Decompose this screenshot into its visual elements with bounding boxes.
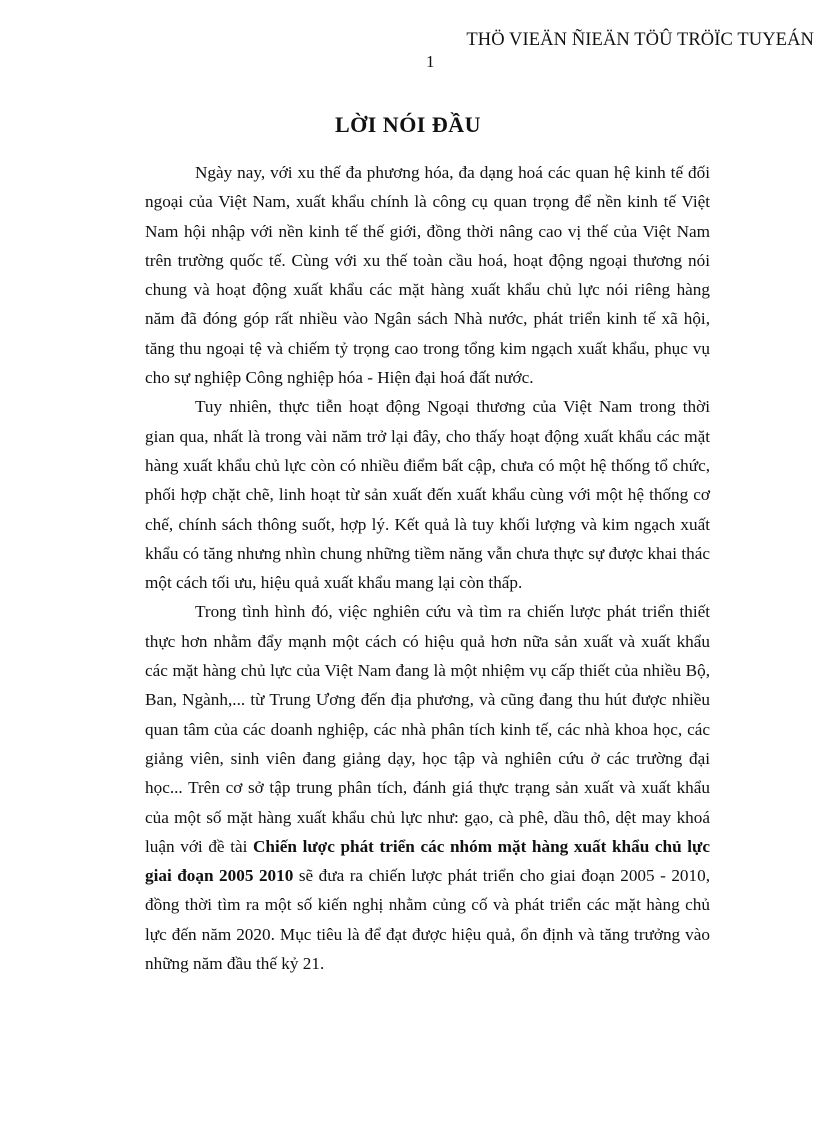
paragraph-3 bbox=[145, 597, 710, 978]
paragraph-1: Ngày nay, với xu thế đa phương hóa, đa dạng hoá các quan hệ kinh tế đối ngoại của Việt Nam, xuất khẩu chính là công cụ quan trọng để nền kinh tế Việt Nam hội nhập với nền kinh tế thế giới, đồng thời nâng cao vị thế của Việt Nam trên trường quốc tế. Cùng với xu thế toàn cầu hoá, hoạt động ngoại thương nói chung và hoạt động xuất khẩu các mặt hàng xuất khẩu chủ lực nói riêng hàng năm đã đóng góp rất nhiều vào Ngân sách Nhà nước, phát triển kinh tế xã hội, tăng thu ngoại tệ và chiếm tỷ trọng cao trong tổng kim ngạch xuất khẩu, phục vụ cho sự nghiệp Công nghiệp hóa - Hiện đại hoá đất nước. bbox=[145, 163, 710, 388]
paragraph-3-intro: Trong tình hình đó, việc nghiên cứu và tìm ra chiến lược phát triển thiết thực hơn nhằm đẩy mạnh một cách có hiệu quả hơn nữa sản xuất và xuất khẩu các mặt hàng chủ lực của Việt Nam đang là một nhiệm vụ cấp thiết của nhiều Bộ, Ban, Ngành,... từ Trung Ương đến địa phương, và cũng đang thu hút được nhiều quan tâm của các doanh nghiệp, các nhà phân tích kinh tế, các nhà khoa học, các giảng viên, sinh viên đang giảng dạy, học tập và nghiên cứu ở các trường đại học... Trên cơ sở tập trung phân tích, đánh giá thực trạng sản xuất và xuất khẩu của một số mặt hàng xuất khẩu chủ lực như: gạo, cà phê, dầu thô, dệt may khoá luận với đề tài bbox=[145, 602, 710, 856]
thesis-title: Chiến lược phát triển các nhóm mặt hàng xuất khẩu chủ lực giai đoạn 2005 2010 bbox=[145, 836, 710, 886]
paragraph-3-rest: sẽ đưa ra chiến lược phát triển cho giai đoạn 2005 - 2010, đồng thời tìm ra một số kiến nghị nhằm củng cố và phát triển các mặt hàng chủ lực đến năm 2020. Mục tiêu là để đạt được hiệu quả, ổn định và tăng trưởng vào những năm đầu thế kỷ 21. bbox=[145, 866, 711, 974]
document-body bbox=[145, 158, 710, 978]
header-library-name: THÖ VIEÄN ÑIEÄN TÖÛ TRÖÏC TUYEÁN bbox=[466, 30, 814, 50]
page-number: 1 bbox=[426, 52, 435, 71]
paragraph-2: Tuy nhiên, thực tiễn hoạt động Ngoại thương của Việt Nam trong thời gian qua, nhất là trong vài năm trở lại đây, cho thấy hoạt động xuất khẩu các mặt hàng xuất khẩu chủ lực còn có nhiều điểm bất cập, chưa có một hệ thống tổ chức, phối hợp chặt chẽ, linh hoạt từ sản xuất đến xuất khẩu cùng với một hệ thống cơ chế, chính sách thông suốt, hợp lý. Kết quả là tuy khối lượng và kim ngạch xuất khẩu có tăng nhưng nhìn chung những tiềm năng vẫn chưa thực sự được khai thác một cách tối ưu, hiệu quả xuất khẩu mang lại còn thấp. bbox=[145, 397, 710, 593]
document-title: LỜI NÓI ĐẦU bbox=[334, 112, 482, 137]
